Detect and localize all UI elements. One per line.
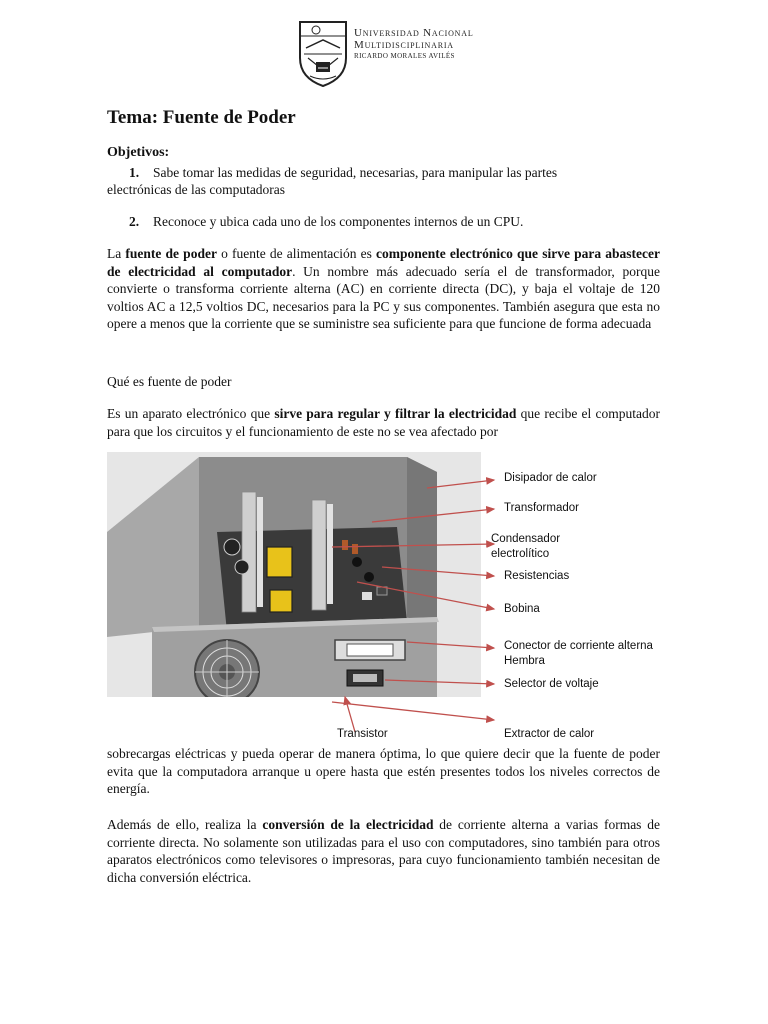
section-subheading: Qué es fuente de poder bbox=[107, 374, 232, 389]
label-resistencias: Resistencias bbox=[504, 570, 570, 582]
label-condensador-1: Condensador bbox=[491, 533, 561, 545]
text-run: . Un nombre más adecuado sería el de transformador, porque convierte o transforma corriente alterna (AC) en corriente directa (DC), y baja el voltaje de 120 voltios AC a 12,5 voltios DC, necesarios para la PC y sus componentes. También asegura que esta no opere a menos que la corriente que se suministre sea suficiente para que funcione de forma adecuada bbox=[107, 263, 660, 332]
paragraph-definition bbox=[107, 245, 660, 333]
label-condensador-2: electrolítico bbox=[491, 548, 550, 560]
text-run: La bbox=[107, 246, 126, 261]
label-bobina: Bobina bbox=[504, 603, 540, 615]
text-run: o fuente de alimentación es bbox=[216, 246, 377, 261]
paragraph-continuation: sobrecargas eléctricas y pueda operar de manera óptima, lo que quiere decir que la fuente de poder evita que la computadora arranque u opere hasta que estén presentes todos los niveles correctos de energía. bbox=[107, 746, 660, 797]
paragraph-conversion bbox=[107, 816, 660, 886]
bold-run: conversión de la electricidad bbox=[262, 817, 434, 832]
text-run: que recibe el computador para que los circuitos y el funcionamiento de este no se vea afectado por bbox=[107, 406, 660, 439]
text-run: Es un aparato electrónico que bbox=[107, 406, 275, 421]
label-transformador: Transformador bbox=[504, 502, 579, 514]
bold-run: sirve para regular y filtrar la electricidad bbox=[274, 406, 517, 421]
objectives-heading: Objetivos: bbox=[107, 145, 170, 160]
university-name-line2: Multidisciplinaria bbox=[354, 39, 454, 51]
paragraph-purpose bbox=[107, 405, 660, 441]
objective-item bbox=[107, 164, 607, 198]
university-name-line1: Universidad Nacional bbox=[354, 27, 474, 39]
label-disipador: Disipador de calor bbox=[504, 472, 597, 484]
bold-run: componente electrónico que sirve para abastecer de electricidad al computador bbox=[107, 246, 660, 279]
objective-number: 1. bbox=[129, 165, 140, 180]
university-shield-logo bbox=[296, 18, 350, 88]
bold-run: fuente de poder bbox=[125, 246, 217, 261]
objective-item bbox=[107, 213, 607, 230]
university-name-line3: RICARDO MORALES AVILÉS bbox=[354, 52, 455, 60]
text-run: Además de ello, realiza la bbox=[107, 817, 263, 832]
university-header bbox=[296, 18, 496, 88]
objective-number: 2. bbox=[129, 214, 140, 229]
objective-text: Sabe tomar las medidas de seguridad, necesarias, para manipular las partes electrónicas de las computadoras bbox=[107, 165, 558, 197]
objective-text: Reconoce y ubica cada uno de los componentes internos de un CPU. bbox=[153, 214, 524, 229]
figure-arrows bbox=[107, 452, 662, 744]
page-title: Tema: Fuente de Poder bbox=[107, 107, 296, 128]
university-name bbox=[354, 27, 474, 62]
label-conector-1: Conector de corriente alterna bbox=[504, 640, 653, 652]
label-conector-2: Hembra bbox=[504, 655, 545, 667]
power-supply-figure bbox=[107, 452, 662, 744]
label-selector: Selector de voltaje bbox=[504, 678, 599, 690]
label-extractor: Extractor de calor bbox=[504, 728, 595, 740]
label-transistor: Transistor bbox=[337, 728, 388, 740]
text-run: de corriente alterna a varias formas de corriente directa. No solamente son utilizadas para el uso con computadores, sino también para otros aparatos electrónicos como televisores o impresoras, para cuyo funcionamiento también necesitan de dicha conversión eléctrica. bbox=[107, 817, 660, 885]
